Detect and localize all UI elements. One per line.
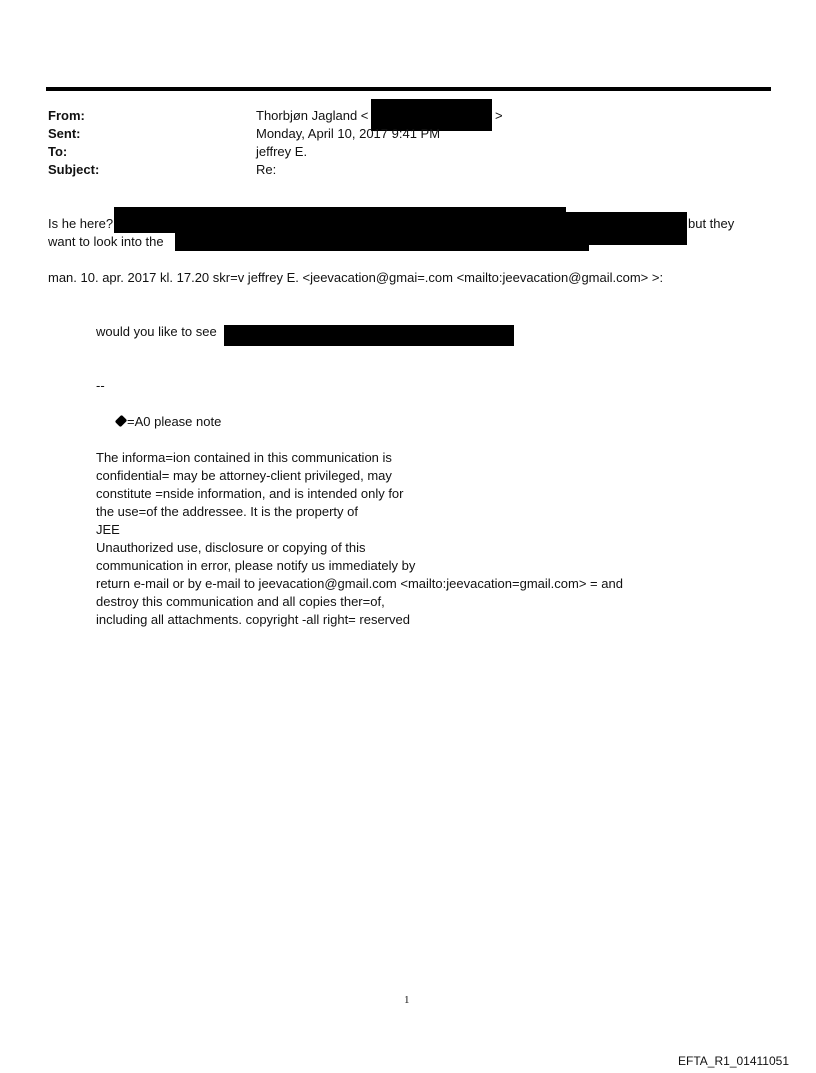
subject-label: Subject: xyxy=(48,162,100,177)
disclaimer-line: JEE xyxy=(96,522,120,537)
subject-value: Re: xyxy=(256,162,277,177)
sent-label: Sent: xyxy=(48,126,81,141)
disclaimer-line: Unauthorized use, disclosure or copying of this xyxy=(96,540,366,555)
quoted-line-1: would you like to see xyxy=(96,324,217,339)
disclaimer-line: including all attachments. copyright -all right= reserved xyxy=(96,612,410,627)
disclaimer-line: return e-mail or by e-mail to jeevacation@gmail.com <mailto:jeevacation=gmail.com> = and xyxy=(96,576,623,591)
quote-header: man. 10. apr. 2017 kl. 17.20 skr=v jeffrey E. <jeevacation@gmai=.com <mailto:jeevacation@gmail.com> >: xyxy=(48,270,664,285)
disclaimer-line: communication in error, please notify us immediately by xyxy=(96,558,416,573)
sent-value: Monday, April 10, 2017 9:41 PM xyxy=(256,126,441,141)
disclaimer-line: the use=of the addressee. It is the property of xyxy=(96,504,358,519)
to-label: To: xyxy=(48,144,68,159)
body-line-1-start: Is he here? xyxy=(48,216,114,231)
body-line-2-start: want to look into the xyxy=(48,234,164,249)
disclaimer-line: constitute =nside information, and is intended only for xyxy=(96,486,404,501)
replacement-char-icon xyxy=(115,415,127,427)
disclaimer-line: destroy this communication and all copies ther=of, xyxy=(96,594,385,609)
signature-separator: -- xyxy=(96,378,105,393)
document-id: EFTA_R1_01411051 xyxy=(678,1054,789,1068)
note-line xyxy=(116,413,221,431)
header-rule xyxy=(46,87,771,91)
page-number: 1 xyxy=(404,994,410,1006)
to-value: jeffrey E. xyxy=(256,144,308,159)
body-line-1-end: but they xyxy=(688,216,735,231)
from-value-end: > xyxy=(495,108,503,123)
note-text: =A0 please note xyxy=(127,414,222,429)
from-label: From: xyxy=(48,108,85,123)
disclaimer-line: confidential= may be attorney-client privileged, may xyxy=(96,468,392,483)
from-value-start: Thorbjøn Jagland < xyxy=(256,108,369,123)
redaction-box xyxy=(224,325,514,346)
redaction-box xyxy=(175,233,589,251)
redaction-box xyxy=(114,207,566,233)
disclaimer-line: The informa=ion contained in this communication is xyxy=(96,450,392,465)
